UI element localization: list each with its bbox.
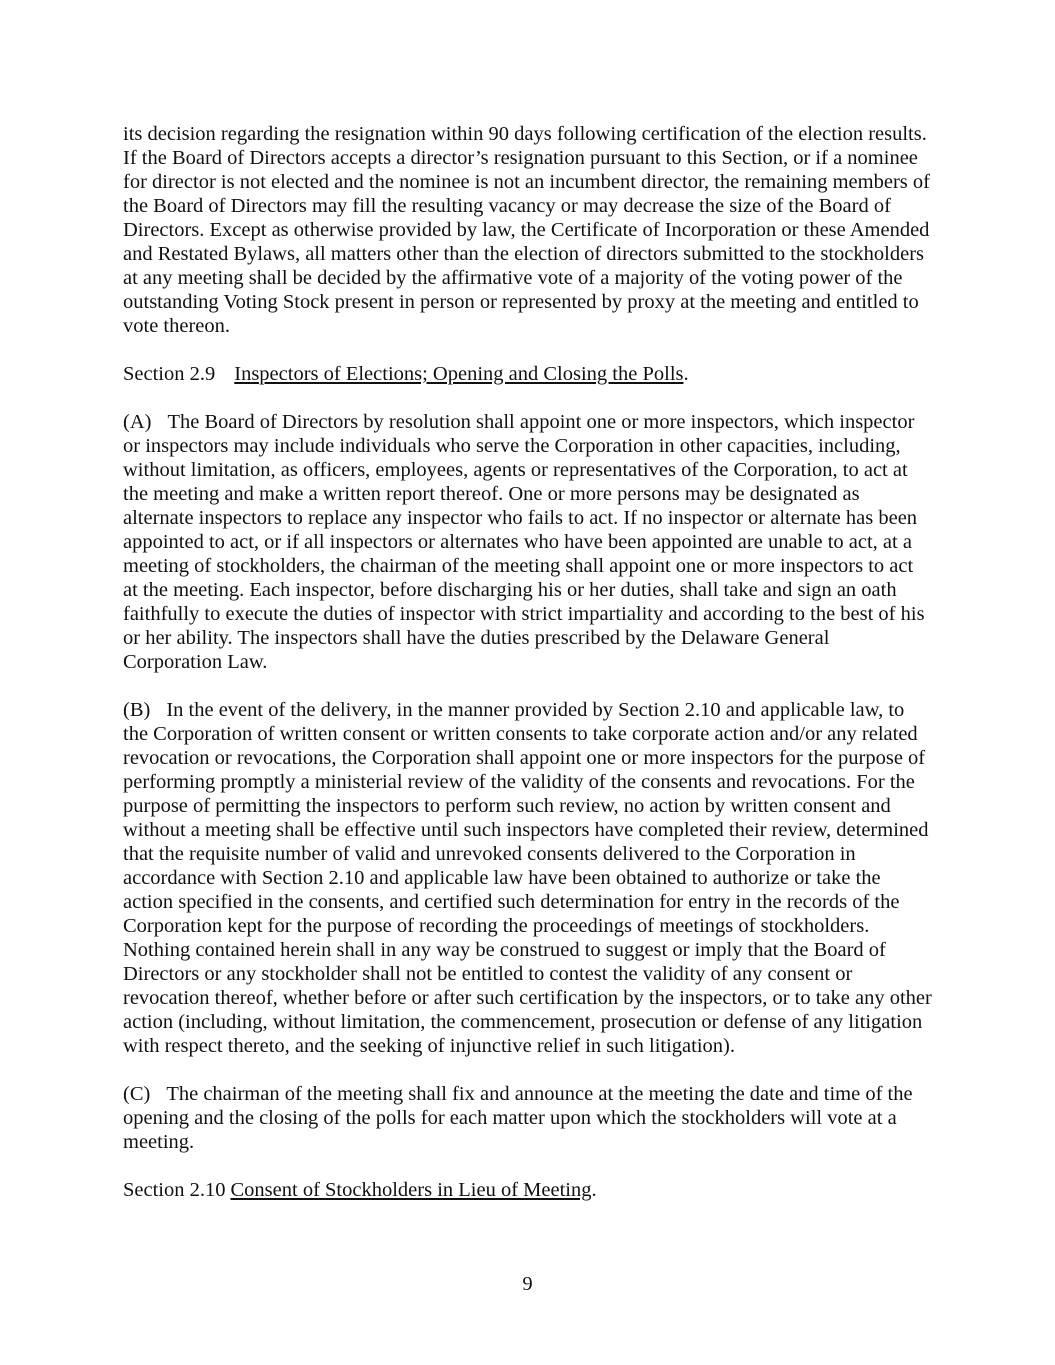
paragraph-b — [123, 698, 933, 1058]
section-2-9-period: . — [683, 363, 689, 385]
paragraph-c-text: The chairman of the meeting shall fix and announce at the meeting the date and time of the opening and the closing of the polls for each matter upon which the stockholders will vote at a meeting. — [123, 1083, 913, 1153]
paragraph-a-text: The Board of Directors by resolution shall appoint one or more inspectors, which inspector or inspectors may include individuals who serve the Corporation in other capacities, including, without limitation, as officers, employees, agents or representatives of the Corporation, to act at the meeting and make a written report thereof. One or more persons may be designated as alternate inspectors to replace any inspector who fails to act. If no inspector or alternate has been appointed to act, or if all inspectors or alternates who have been appointed are unable to act, at a meeting of stockholders, the chairman of the meeting shall appoint one or more inspectors to act at the meeting. Each inspector, before discharging his or her duties, shall take and sign an oath faithfully to execute the duties of inspector with strict impartiality and according to the best of his or her ability. The inspectors shall have the duties prescribed by the Delaware General Corporation Law. — [123, 411, 925, 673]
paragraph-b-text: In the event of the delivery, in the manner provided by Section 2.10 and applicable law, to the Corporation of written consent or written consents to take corporate action and/or any related revocation or revocations, the Corporation shall appoint one or more inspectors for the purpose of performing promptly a ministerial review of the validity of the consents and revocations. For the purpose of permitting the inspectors to perform such review, no action by written consent and without a meeting shall be effective until such inspectors have completed their review, determined that the requisite number of valid and unrevoked consents delivered to the Corporation in accordance with Section 2.10 and applicable law have been obtained to authorize or take the action specified in the consents, and certified such determination for entry in the records of the Corporation kept for the purpose of recording the proceedings of meetings of stockholders. Nothing contained herein shall in any way be construed to suggest or imply that the Board of Directors or any stockholder shall not be entitled to contest the validity of any consent or revocation thereof, whether before or after such certification by the inspectors, or to take any other action (including, without limitation, the commencement, prosecution or defense of any litigation with respect thereto, and the seeking of injunctive relief in such litigation). — [123, 699, 932, 1057]
section-2-9-title: Inspectors of Elections; Opening and Closing the Polls — [234, 363, 684, 385]
section-2-10-title: Consent of Stockholders in Lieu of Meeting — [230, 1179, 592, 1201]
section-2-10-heading — [123, 1178, 933, 1202]
intro-paragraph: its decision regarding the resignation within 90 days following certification of the election results. If the Board of Directors accepts a director’s resignation pursuant to this Section, or if a nominee for director is not elected and the nominee is not an incumbent director, the remaining members of the Board of Directors may fill the resulting vacancy or may decrease the size of the Board of Directors. Except as otherwise provided by law, the Certificate of Incorporation or these Amended and Restated Bylaws, all matters other than the election of directors submitted to the stockholders at any meeting shall be decided by the affirmative vote of a majority of the voting power of the outstanding Voting Stock present in person or represented by proxy at the meeting and entitled to vote thereon. — [123, 123, 930, 337]
document-text-block — [123, 122, 933, 1226]
paragraph-b-label: (B) — [123, 699, 151, 721]
paragraph-c-label: (C) — [123, 1083, 151, 1105]
paragraph-a-label: (A) — [123, 411, 152, 433]
section-2-10-period: . — [591, 1179, 597, 1201]
page-number: 9 — [522, 1273, 533, 1295]
paragraph-c — [123, 1082, 933, 1154]
section-2-10-number: Section 2.10 — [123, 1179, 226, 1201]
section-2-9-number: Section 2.9 — [123, 363, 216, 385]
paragraph-a — [123, 410, 933, 674]
section-2-9-heading — [123, 362, 933, 386]
